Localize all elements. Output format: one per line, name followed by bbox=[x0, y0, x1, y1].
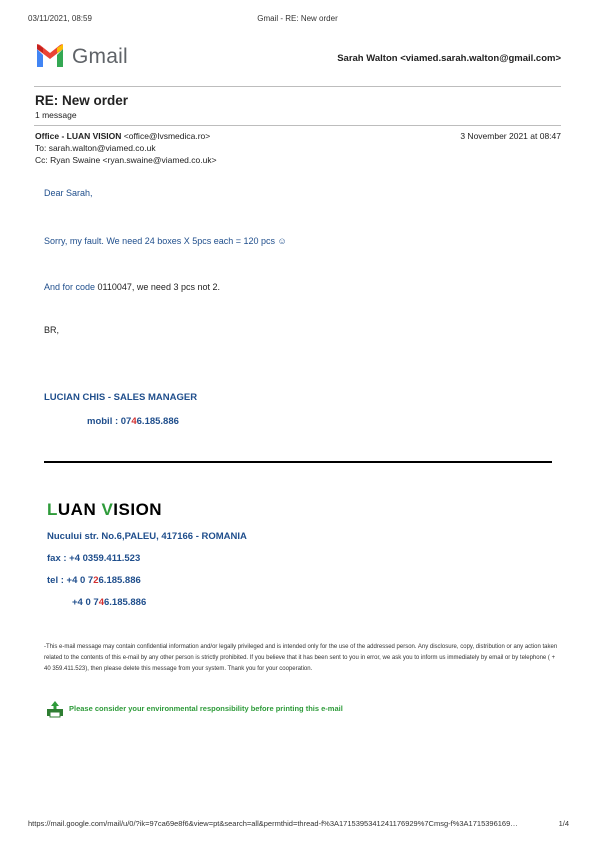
message-date: 3 November 2021 at 08:47 bbox=[460, 131, 561, 141]
company-tel-2 bbox=[72, 597, 146, 608]
thread-message-count: 1 message bbox=[35, 110, 77, 120]
brand-logo-text bbox=[47, 500, 162, 520]
tel1-prefix: tel : +4 0 7 bbox=[47, 575, 94, 586]
legal-disclaimer: -This e-mail message may contain confidential information and/or legally privileged and is intended only for the use of the addressed person. Any disclosure, copy, distribution or any action taken related to the contents of this e-mail by any other person is strictly prohibited. If you believe that it has been sent to you in error, we ask you to inform us immediately by email or by telephone ( + 40 359.411.523), then please delete this message from your system. Thank you for your cooperation. bbox=[44, 644, 558, 672]
tel2-red-digit: 4 bbox=[98, 597, 104, 608]
tel1-suffix: 6.185.886 bbox=[98, 575, 141, 586]
from-name: Office - LUAN VISION bbox=[35, 131, 122, 141]
body-closing: BR, bbox=[44, 325, 60, 335]
signature-divider bbox=[44, 461, 552, 463]
mobile-red-digit: 4 bbox=[131, 416, 137, 427]
body-line-code-detail: 0110047, we need 3 pcs not 2. bbox=[97, 282, 220, 292]
body-greeting: Dear Sarah, bbox=[44, 188, 93, 198]
body-line-code-lead: And for code bbox=[44, 282, 98, 292]
brand-uan: UAN bbox=[57, 500, 102, 519]
signature-mobile bbox=[87, 416, 179, 427]
header-divider bbox=[34, 86, 561, 87]
eco-printer-icon bbox=[46, 700, 64, 718]
message-from bbox=[35, 131, 210, 141]
message-to: To: sarah.walton@viamed.co.uk bbox=[35, 143, 156, 153]
tel1-red-digit: 2 bbox=[93, 575, 99, 586]
tel2-suffix: 6.185.886 bbox=[103, 597, 147, 608]
gmail-logo-icon bbox=[35, 43, 65, 69]
from-email[interactable]: <office@lvsmedica.ro> bbox=[121, 131, 211, 141]
signature-name: LUCIAN CHIS - SALES MANAGER bbox=[44, 392, 198, 403]
print-datetime: 03/11/2021, 08:59 bbox=[28, 14, 92, 23]
company-tel-1 bbox=[47, 575, 141, 586]
thread-subject: RE: New order bbox=[35, 93, 129, 108]
company-fax: fax : +4 0359.411.523 bbox=[47, 553, 141, 564]
tel2-prefix: +4 0 7 bbox=[72, 597, 99, 608]
mobile-prefix: mobil : 07 bbox=[87, 416, 132, 427]
brand-l: L bbox=[47, 500, 58, 519]
eco-note: Please consider your environmental responsibility before printing this e-mail bbox=[69, 704, 343, 713]
footer-url: https://mail.google.com/mail/u/0/?ik=97ca69e8f6&view=pt&search=all&permthid=thread-f%3A1715395341241176929%7Cmsg-f%3A1715396169… bbox=[28, 819, 518, 828]
footer-page-number: 1/4 bbox=[558, 819, 569, 828]
message-cc: Cc: Ryan Swaine <ryan.swaine@viamed.co.uk> bbox=[35, 155, 217, 165]
company-address: Nucului str. No.6,PALEU, 417166 - ROMANIA bbox=[47, 531, 247, 542]
brand-v: V bbox=[101, 500, 114, 519]
body-line-code bbox=[44, 282, 220, 292]
print-page-title: Gmail - RE: New order bbox=[257, 14, 338, 23]
account-identity: Sarah Walton <viamed.sarah.walton@gmail.com> bbox=[337, 53, 561, 64]
mobile-suffix: 6.185.886 bbox=[136, 416, 179, 427]
body-line-quantity: Sorry, my fault. We need 24 boxes X 5pcs each = 120 pcs ☺ bbox=[44, 236, 287, 246]
brand-ision: ISION bbox=[113, 500, 163, 519]
gmail-logo-text: Gmail bbox=[72, 45, 128, 68]
subject-divider bbox=[34, 125, 561, 126]
